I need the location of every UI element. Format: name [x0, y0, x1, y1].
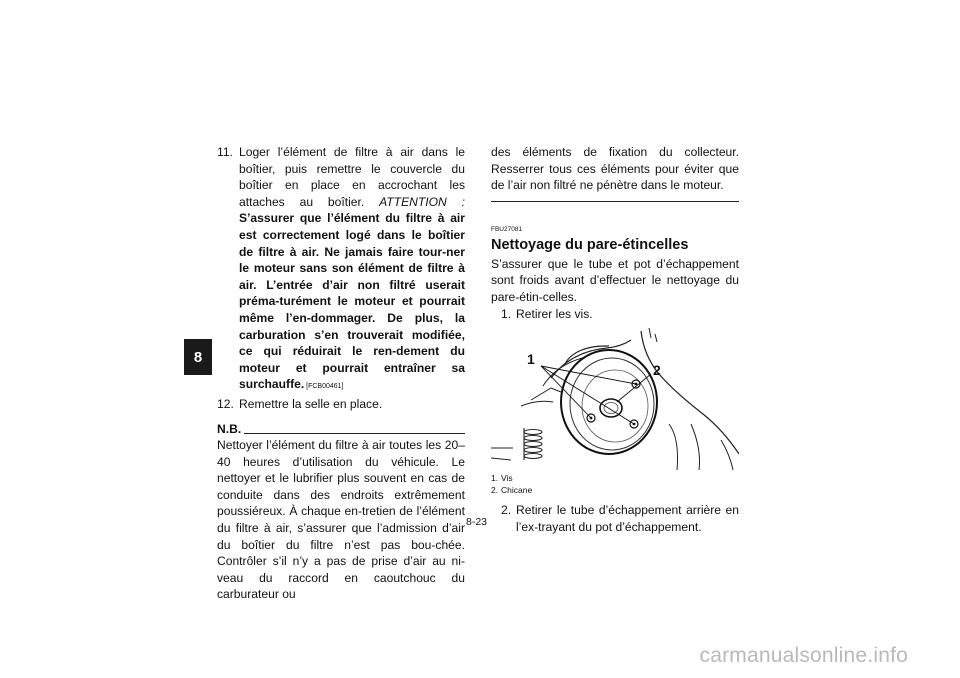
nb-end-rule	[491, 201, 739, 202]
nb-rule	[244, 433, 465, 434]
left-column	[217, 144, 465, 603]
nb-text: Nettoyer l’élément du filtre à air toutes les 20–40 heures d’utilisation du véhicule. Le nettoyer et le lubrifier plus souvent en cas de conduite dans des endroits extrêmement poussiéreux. À chaque en-tretien de l’élément du filtre à air, s’assurer que l’admission d’air du boîtier du filtre n’est pas bou-chée. Contrôler s’il n’y a pas de prise d’air au ni-veau du raccord en caoutchouc du carburateur ou	[217, 438, 465, 602]
spark-arrester-illustration	[491, 328, 739, 470]
step-1-text: Retirer les vis.	[516, 306, 593, 321]
continued-text: des éléments de fixation du collecteur. Resserrer tous ces éléments pour éviter que de l’air non filtré ne pénètre dans le moteur.	[491, 145, 739, 193]
caption-2-text: Chicane	[501, 485, 533, 496]
section-code: FBU27081	[491, 225, 523, 233]
right-column	[491, 144, 739, 535]
spark-arrester-figure	[491, 328, 739, 470]
page-number: 8-23	[466, 516, 488, 528]
section-intro: S’assurer que le tube et pot d’échappement sont froids avant d’effectuer le nettoyage du pare-étin-celles.	[491, 256, 739, 304]
nb-heading	[217, 421, 465, 438]
nb-label: N.B.	[217, 421, 242, 436]
attention-block	[239, 195, 465, 392]
figure-caption	[491, 472, 739, 496]
step-2-number: 2.	[501, 503, 512, 518]
step-1	[491, 306, 739, 323]
step-12-number: 12.	[217, 396, 234, 411]
step-11-number: 11.	[217, 145, 233, 159]
step-1-number: 1.	[501, 306, 512, 321]
attention-text: S’assurer que l’élément du filtre à air est correctement logé dans le boîtier de filtre à air. Ne jamais faire tour-ner le moteur sans son élément de filtre à air. L’entrée d’air non filtré userait préma-turément le moteur et pourrait même l’en-dommager. De plus, la carburation s’en trouverait modifiée, ce qui réduirait le ren-dement du moteur et pourrait entraîner sa surchauffe.	[239, 211, 465, 392]
attention-label: ATTENTION :	[379, 194, 465, 209]
caption-row-2	[491, 484, 739, 496]
step-2-text: Retirer le tube d’échappement arrière en l’ex-trayant du pot d’échappement.	[516, 503, 739, 534]
section-heading: Nettoyage du pare-étincelles	[491, 236, 689, 253]
footer-watermark[interactable]: carmanualsonline.info	[699, 644, 908, 667]
step-12	[217, 396, 465, 413]
step-12-text: Remettre la selle en place.	[239, 396, 383, 411]
step-11	[217, 144, 465, 396]
step-11-text: Loger l’élément de filtre à air dans le boîtier, puis remettre le couvercle du boîtier en place en accrochant les attaches au boîtier.	[239, 145, 465, 209]
step-2	[491, 502, 739, 535]
caption-2-number: 2.	[491, 485, 499, 496]
figure-label-2: 2	[653, 362, 661, 379]
caption-row-1	[491, 472, 739, 484]
figure-label-1: 1	[527, 351, 535, 368]
caption-1-text: Vis	[501, 473, 513, 484]
attention-code: [FCB00461]	[304, 383, 344, 391]
section-tab: 8	[184, 339, 212, 375]
caption-1-number: 1.	[491, 473, 499, 484]
